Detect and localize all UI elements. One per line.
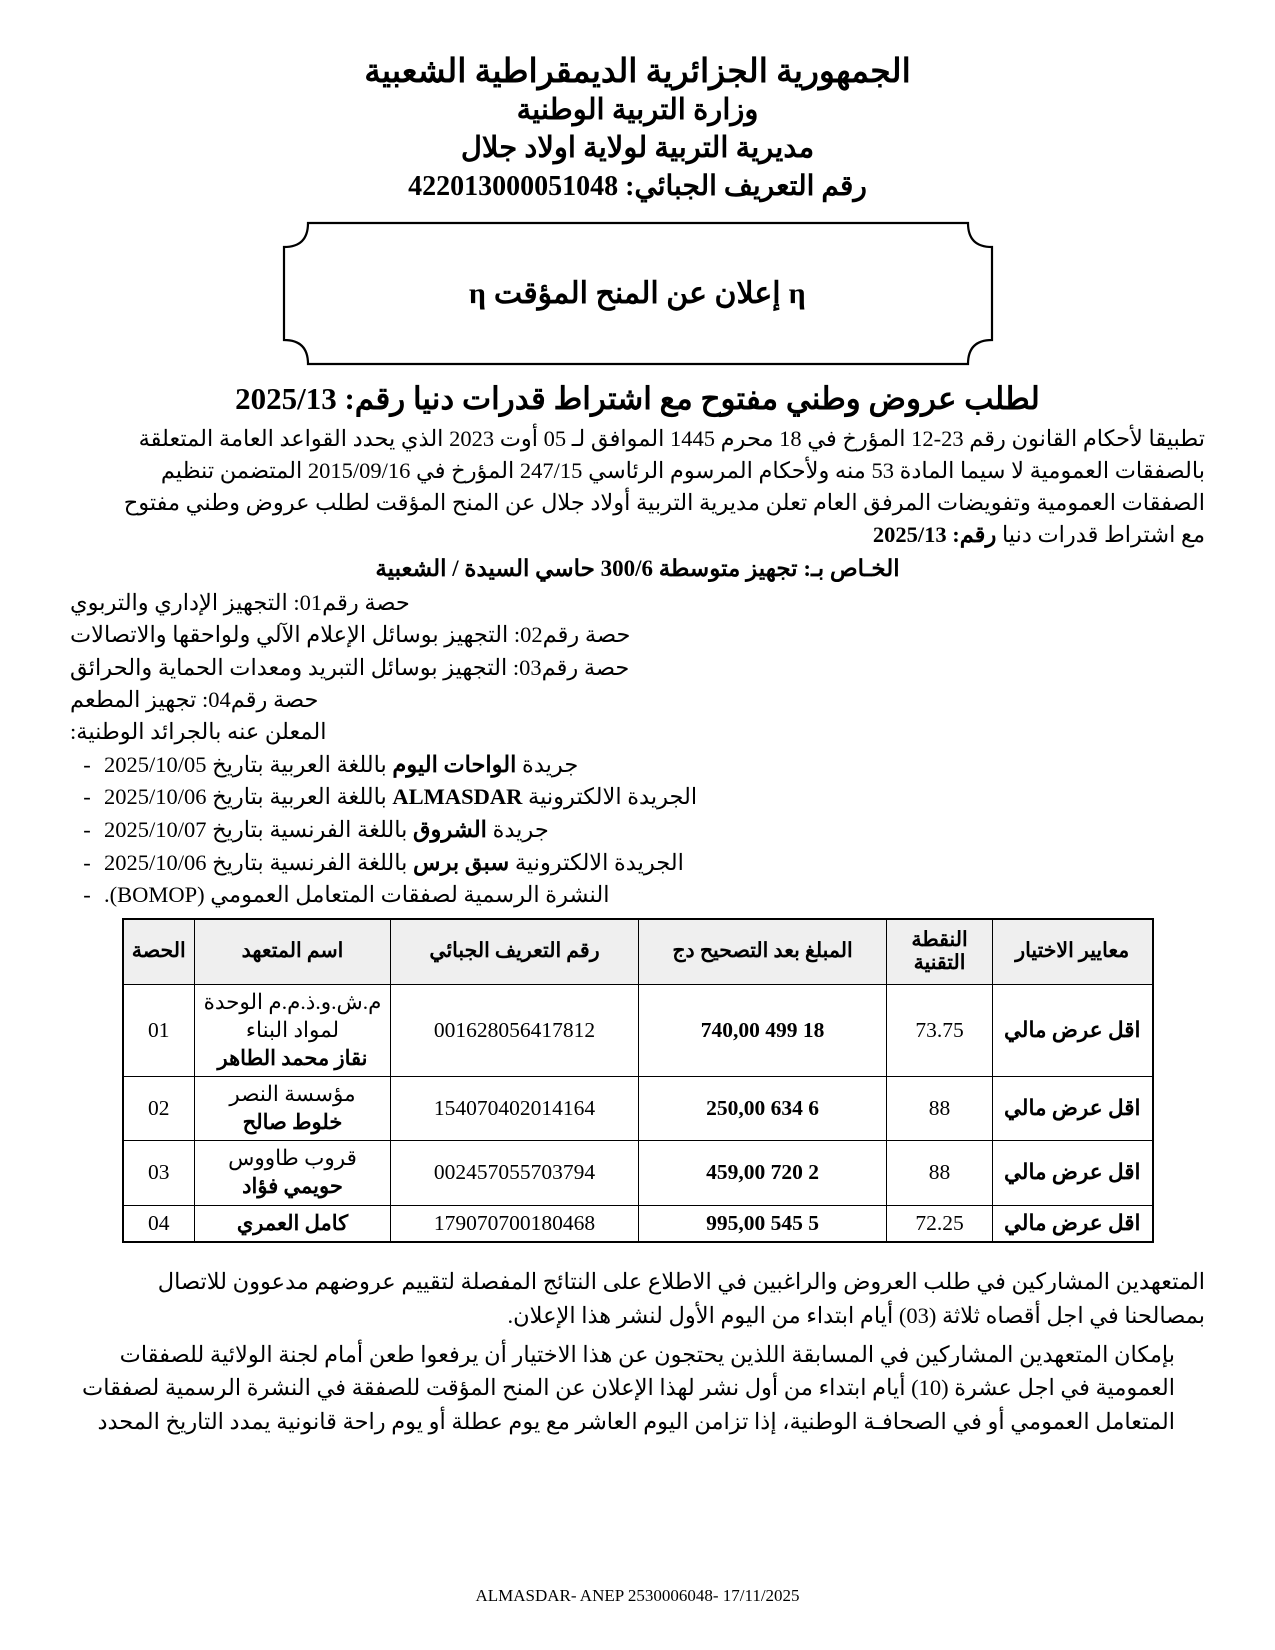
closing-p2-line-3: المتعامل العمومي أو في الصحافـة الوطنية، إذا تزامن اليوم العاشر مع يوم عطلة أو يوم راحة قانونية يمدد التاريخ المحدد <box>97 1408 1175 1434</box>
directorate-title: مديرية التربية لولاية اولاد جلال <box>460 131 815 164</box>
cell-tax-id: 179070700180468 <box>391 1205 639 1242</box>
cell-tax-id: 001628056417812 <box>391 984 639 1076</box>
intro-reference-number: رقم: 2025/13 <box>872 521 997 547</box>
bullet-dash-icon: - <box>83 817 91 843</box>
bullet-dash-icon: - <box>83 751 91 777</box>
cell-score: 73.75 <box>887 984 993 1076</box>
table-row <box>123 1077 1153 1141</box>
tax-id-label: رقم التعريف الجبائي: <box>625 170 867 202</box>
intro-line-1: تطبيقا لأحكام القانون رقم 23-12 المؤرخ في 18 محرم 1445 الموافق لـ 05 أوت 2023 الذي يحدد القواعد العامة المتعلقة <box>138 425 1205 451</box>
header-amount: المبلغ بعد التصحيح دج <box>639 919 887 985</box>
cell-lot: 02 <box>123 1077 195 1141</box>
cell-tax-id: 154070402014164 <box>391 1077 639 1141</box>
table-header-row <box>123 919 1153 985</box>
publication-text: جريدة الشروق باللغة الفرنسية بتاريخ 2025/10/07 <box>104 817 549 843</box>
table-row <box>123 1205 1153 1242</box>
cell-bidder-name: مؤسسة النصر خلوط صالح <box>195 1077 391 1141</box>
closing-p2-line-2: العمومية في اجل عشرة (10) أيام ابتداء من أول نشر لهذا الإعلان عن المنح المؤقت للصفقة في النشرة الرسمية لصفقات <box>82 1375 1175 1401</box>
cell-criteria: اقل عرض مالي <box>993 1205 1153 1242</box>
publication-item <box>70 879 1205 912</box>
specification-line <box>70 553 1205 585</box>
cell-criteria: اقل عرض مالي <box>993 1141 1153 1205</box>
intro-line-3: الصفقات العمومية وتفويضات المرفق العام تعلن مديرية التربية أولاد جلال عن المنح المؤقت لطلب عروض وطني مفتوح <box>123 489 1205 515</box>
publication-item <box>70 749 1205 782</box>
announcement-title-text: η إعلان عن المنح المؤقت η <box>468 277 807 311</box>
publication-item <box>70 814 1205 847</box>
header-criteria: معايير الاختيار <box>993 919 1153 985</box>
closing-paragraph-1 <box>70 1265 1205 1332</box>
page-title: لطلب عروض وطني مفتوح مع اشتراط قدرات دنيا رقم: 2025/13 <box>235 381 1040 417</box>
cell-amount: 18 499 740,00 <box>639 984 887 1076</box>
republic-title: الجمهورية الجزائرية الديمقراطية الشعبية <box>364 54 911 90</box>
cell-lot: 01 <box>123 984 195 1076</box>
header-bidder-name: اسم المتعهد <box>195 919 391 985</box>
publication-text: جريدة الواحات اليوم باللغة العربية بتاريخ 2025/10/05 <box>104 751 579 777</box>
closing-paragraph-2 <box>70 1338 1205 1438</box>
specification-value: تجهيز متوسطة 300/6 حاسي السيدة / الشعبية <box>375 555 798 581</box>
bullet-dash-icon: - <box>83 784 91 810</box>
cell-criteria: اقل عرض مالي <box>993 984 1153 1076</box>
closing-p2-line-1: بإمكان المتعهدين المشاركين في المسابقة اللذين يحتجون عن هذا الاختيار أن يرفعوا طعن أمام لجنة الولائية للصفقات <box>119 1342 1175 1368</box>
publication-item <box>70 847 1205 880</box>
header-tax-id: رقم التعريف الجبائي <box>391 919 639 985</box>
cell-amount: 5 545 995,00 <box>639 1205 887 1242</box>
lots-list <box>70 587 1205 717</box>
tax-id-value: 422013000051048 <box>408 170 619 202</box>
cell-bidder-name: قروب طاووس حويمي فؤاد <box>195 1141 391 1205</box>
cell-lot: 03 <box>123 1141 195 1205</box>
publication-text: الجريدة الالكترونية سبق برس باللغة الفرنسية بتاريخ 2025/10/06 <box>104 849 684 875</box>
header-lot: الحصة <box>123 919 195 985</box>
announcement-title-box <box>282 221 994 366</box>
cell-score: 88 <box>887 1141 993 1205</box>
document-footer: ALMASDAR- ANEP 2530006048- 17/11/2025 <box>475 1586 800 1605</box>
table-row <box>123 984 1153 1076</box>
cell-criteria: اقل عرض مالي <box>993 1077 1153 1141</box>
lot-item-04: حصة رقم04: تجهيز المطعم <box>70 687 319 712</box>
intro-paragraph <box>70 423 1205 551</box>
intro-line-2: بالصفقات العمومية لا سيما المادة 53 منه ولأحكام المرسوم الرئاسي 247/15 المؤرخ في 2015/09/16 المتضمن تنظيم <box>160 457 1205 483</box>
cell-score: 72.25 <box>887 1205 993 1242</box>
publication-item <box>70 781 1205 814</box>
document-header <box>0 0 1275 205</box>
bullet-dash-icon: - <box>83 849 91 875</box>
publications-heading: المعلن عنه بالجرائد الوطنية: <box>70 719 327 745</box>
publications-list <box>70 749 1205 912</box>
lot-item-01: حصة رقم01: التجهيز الإداري والتربوي <box>70 589 410 615</box>
cell-score: 88 <box>887 1077 993 1141</box>
publication-text: النشرة الرسمية لصفقات المتعامل العمومي (BOMOP). <box>104 882 610 908</box>
publication-text: الجريدة الالكترونية ALMASDAR باللغة العربية بتاريخ 2025/10/06 <box>104 784 698 810</box>
specification-label: الخـاص بـ: <box>803 555 900 581</box>
lot-item-03: حصة رقم03: التجهيز بوسائل التبريد ومعدات الحماية والحرائق <box>70 654 630 680</box>
closing-p1-line-2: بمصالحنا في اجل أقصاه ثلاثة (03) أيام ابتداء من اليوم الأول لنشر هذا الإعلان. <box>507 1302 1205 1328</box>
cell-bidder-name: م.ش.و.ذ.م.م الوحدة لمواد البناء نقاز محمد الطاهر <box>195 984 391 1076</box>
ministry-title: وزارة التربية الوطنية <box>516 94 759 127</box>
table-row <box>123 1141 1153 1205</box>
header-score: النقطة التقنية <box>887 919 993 985</box>
intro-line-4-prefix: مع اشتراط قدرات دنيا <box>996 521 1205 547</box>
intro-line-4 <box>70 519 1205 551</box>
closing-p1-line-1: المتعهدين المشاركين في طلب العروض والراغبين في الاطلاع على النتائج المفصلة لتقييم عروضهم مدعوون للاتصال <box>157 1269 1205 1295</box>
tax-id-line <box>0 168 1275 206</box>
results-table <box>122 918 1154 1244</box>
cell-amount: 2 720 459,00 <box>639 1141 887 1205</box>
lot-item-02: حصة رقم02: التجهيز بوسائل الإعلام الآلي ولواحقها والاتصالات <box>70 622 631 648</box>
cell-tax-id: 002457055703794 <box>391 1141 639 1205</box>
cell-bidder-name: كامل العمري <box>195 1205 391 1242</box>
cell-amount: 6 634 250,00 <box>639 1077 887 1141</box>
cell-lot: 04 <box>123 1205 195 1242</box>
bullet-dash-icon: - <box>83 882 91 908</box>
